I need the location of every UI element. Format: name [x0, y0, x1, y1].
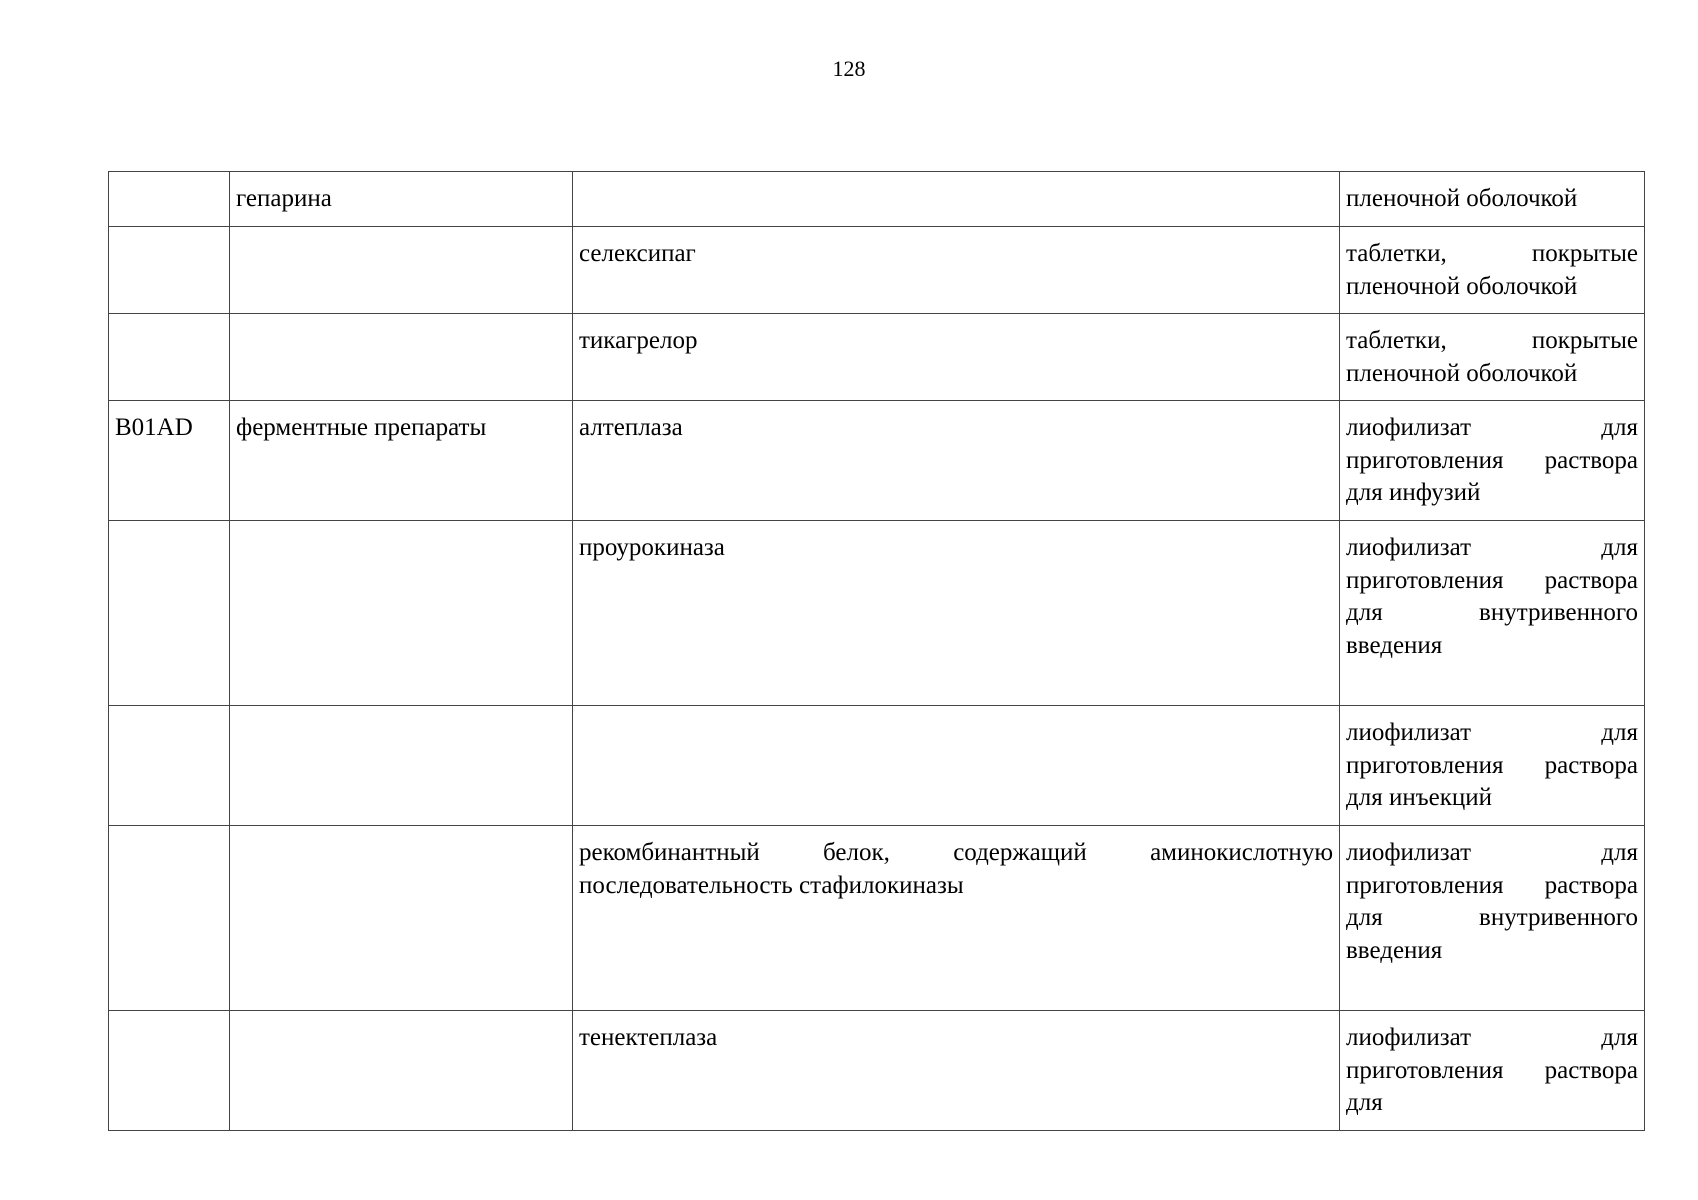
atc-code-cell	[109, 1011, 230, 1131]
drug-name-cell: тенектеплаза	[573, 1011, 1340, 1131]
group-name-cell	[230, 314, 573, 401]
dosage-form-cell: пленочной оболочкой	[1340, 172, 1645, 227]
dosage-form-cell: таблетки, покрытые пленочной оболочкой	[1340, 227, 1645, 314]
group-name-cell	[230, 227, 573, 314]
group-name-cell: гепарина	[230, 172, 573, 227]
drug-name-cell	[573, 706, 1340, 826]
group-name-cell	[230, 1011, 573, 1131]
table-row	[109, 1011, 1645, 1131]
atc-code-cell: B01AD	[109, 401, 230, 521]
dosage-form-cell: лиофилизат для приготовления раствора для внутривенного введения	[1340, 521, 1645, 706]
drug-name-cell: селексипаг	[573, 227, 1340, 314]
atc-code-cell	[109, 227, 230, 314]
dosage-form-cell: лиофилизат для приготовления раствора для	[1340, 1011, 1645, 1131]
table-row	[109, 172, 1645, 227]
drug-name-cell	[573, 172, 1340, 227]
dosage-form-cell: таблетки, покрытые пленочной оболочкой	[1340, 314, 1645, 401]
group-name-cell: ферментные препараты	[230, 401, 573, 521]
table-row	[109, 706, 1645, 826]
dosage-form-cell: лиофилизат для приготовления раствора для инъекций	[1340, 706, 1645, 826]
table-row	[109, 227, 1645, 314]
table-row	[109, 401, 1645, 521]
atc-code-cell	[109, 521, 230, 706]
drug-name-cell: рекомбинантный белок, содержащий аминокислотную последовательность стафилокиназы	[573, 826, 1340, 1011]
drug-name-cell: проурокиназа	[573, 521, 1340, 706]
drug-table	[108, 171, 1645, 1131]
atc-code-cell	[109, 172, 230, 227]
table-row	[109, 521, 1645, 706]
dosage-form-cell: лиофилизат для приготовления раствора для внутривенного введения	[1340, 826, 1645, 1011]
dosage-form-cell: лиофилизат для приготовления раствора для инфузий	[1340, 401, 1645, 521]
atc-code-cell	[109, 314, 230, 401]
atc-code-cell	[109, 826, 230, 1011]
group-name-cell	[230, 521, 573, 706]
table-row	[109, 314, 1645, 401]
page-number: 128	[832, 56, 866, 81]
group-name-cell	[230, 826, 573, 1011]
drug-name-cell: тикагрелор	[573, 314, 1340, 401]
drug-name-cell: алтеплаза	[573, 401, 1340, 521]
atc-code-cell	[109, 706, 230, 826]
group-name-cell	[230, 706, 573, 826]
table-row	[109, 826, 1645, 1011]
